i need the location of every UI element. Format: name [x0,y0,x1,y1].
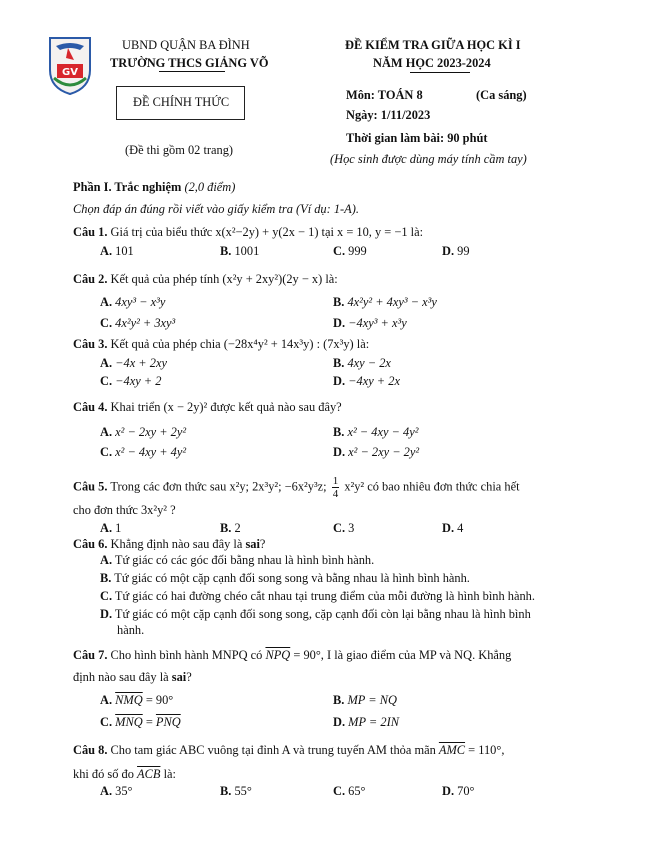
option-d: D. 4 [442,521,464,535]
option-d: D. Tứ giác có một cặp cạnh đối song song, cặp cạnh đối còn lại bằng nhau là hình bình [100,607,531,621]
option-a: A. x² − 2xy + 2y² [100,425,187,439]
option-d: D. x² − 2xy − 2y² [333,445,420,459]
question-label: Câu 6. [73,537,108,551]
question-text: Giá trị của biểu thức x(x²−2y) + y(2x − 1) tại x = 10, y = −1 là: [110,225,424,239]
option-d: D. −4xy + 2x [333,374,400,388]
part1-points: (2,0 điểm) [184,180,236,194]
question-label: Câu 7. [73,648,108,662]
emphasis-false: sai [171,670,187,684]
option-b: B. 4xy − 2x [333,356,391,370]
question-label: Câu 3. [73,337,108,351]
angle-amc: $\overline{AMC}$ [438,743,466,757]
option-c: C. −4xy + 2 [100,374,162,388]
exam-date: Ngày: 1/11/2023 [346,108,431,122]
question-label: Câu 5. [73,479,108,494]
question-text: Trong các đơn thức sau x²y; 2x³y²; −6x²y³z; [110,479,327,494]
fraction-one-quarter: $\frac{1}{4}$ [332,475,339,500]
option-c: C. 4x²y² + 3xy³ [100,316,176,330]
option-c: C. Tứ giác có hai đường chéo cắt nhau tại trung điểm của mỗi đường là hình bình hành. [100,589,535,603]
question-label: Câu 8. [73,743,108,757]
option-a: A. 101 [100,244,134,258]
option-b: B. 4x²y² + 4xy³ − x³y [333,295,437,309]
question-8-line2: khi đó số đo $\overline{ACB}$ là: [73,767,176,781]
svg-text:GV: GV [62,67,78,78]
question-6: Câu 6. Khẳng định nào sau đây là sai? [73,537,266,551]
question-text: Khẳng định nào sau đây là [110,537,243,551]
option-c: C. x² − 4xy + 4y² [100,445,187,459]
subject: Môn: TOÁN 8 [346,88,423,102]
question-5-line2: cho đơn thức 3x²y² ? [73,503,176,517]
question-label: Câu 4. [73,400,108,414]
option-d: D. 99 [442,244,470,258]
option-a: A. 4xy³ − x³y [100,295,166,309]
calculator-note: (Học sinh được dùng máy tính cầm tay) [330,152,527,166]
exam-title: ĐỀ KIỂM TRA GIỮA HỌC KÌ I [345,38,521,52]
angle-acb: $\overline{ACB}$ [137,767,161,781]
option-b: B. 1001 [220,244,260,258]
part1-heading [73,180,235,195]
option-a: A. −4x + 2xy [100,356,167,370]
school-name: TRƯỜNG THCS GIẢNG VÕ [110,56,269,70]
question-2 [73,272,338,287]
option-a: A. 35° [100,784,133,798]
question-text: Kết quả của phép chia (−28x⁴y² + 14x³y) : (7x³y) là: [110,337,370,351]
question-text: Khai triển (x − 2y)² được kết quả nào sau đây? [110,400,342,414]
official-label: ĐỀ CHÍNH THỨC [133,95,230,109]
angle-npq: $\overline{NPQ}$ [265,648,291,662]
question-label: Câu 1. [73,225,108,239]
option-b: B. 2 [220,521,241,535]
question-8: Câu 8. Cho tam giác ABC vuông tại đỉnh A và trung tuyến AM thỏa mãn $\overline{AMC} = 110^\circ$, [73,743,505,757]
year-underline [410,72,470,73]
question-4 [73,400,342,415]
question-text: Cho tam giác ABC vuông tại đỉnh A và trung tuyến AM thỏa mãn [110,743,436,757]
part1-instruction: Chọn đáp án đúng rồi viết vào giấy kiểm tra (Ví dụ: 1-A). [73,202,359,216]
option-b: B. MP = NQ [333,693,397,707]
option-a: A. $\overline{NMQ} = 90^\circ$ [100,693,174,707]
session: (Ca sáng) [476,88,527,102]
school-logo [48,36,92,96]
part1-title: Phần I. Trắc nghiệm [73,180,182,194]
option-d-continued: hành. [117,623,145,637]
option-b: B. x² − 4xy − 4y² [333,425,419,439]
option-c: C. 65° [333,784,366,798]
duration: Thời gian làm bài: 90 phút [346,131,488,145]
question-1 [73,225,423,240]
pages-note: (Đề thi gồm 02 trang) [125,143,234,157]
option-c: C. 999 [333,244,367,258]
option-d: D. 70° [442,784,475,798]
option-d: D. MP = 2IN [333,715,399,729]
school-underline [159,71,225,72]
option-a: A. 1 [100,521,122,535]
question-text-tail: x²y² có bao nhiêu đơn thức chia hết [344,479,520,494]
question-text: Kết quả của phép tính (x²y + 2xy²)(2y − x) là: [110,272,338,286]
question-3 [73,337,369,352]
emphasis-false: sai [245,537,260,551]
authority-name: UBND QUẬN BA ĐÌNH [122,38,250,52]
question-5 [73,475,520,500]
school-year: NĂM HỌC 2023-2024 [373,56,491,70]
option-b: B. Tứ giác có một cặp cạnh đối song song và bằng nhau là hình bình hành. [100,571,470,585]
option-c: C. $\overline{MNQ} = \overline{PNQ}$ [100,715,181,729]
option-b: B. 55° [220,784,252,798]
option-c: C. 3 [333,521,355,535]
option-a: A. Tứ giác có các góc đối bằng nhau là hình bình hành. [100,553,375,567]
question-7-line2: định nào sau đây là sai? [73,670,192,684]
question-text: Cho hình bình hành MNPQ có [110,648,263,662]
question-label: Câu 2. [73,272,108,286]
option-d: D. −4xy³ + x³y [333,316,407,330]
question-7: Câu 7. Cho hình bình hành MNPQ có $\overline{NPQ} = 90^\circ$, I là giao điểm của MP và NQ. Khẳng [73,648,512,662]
